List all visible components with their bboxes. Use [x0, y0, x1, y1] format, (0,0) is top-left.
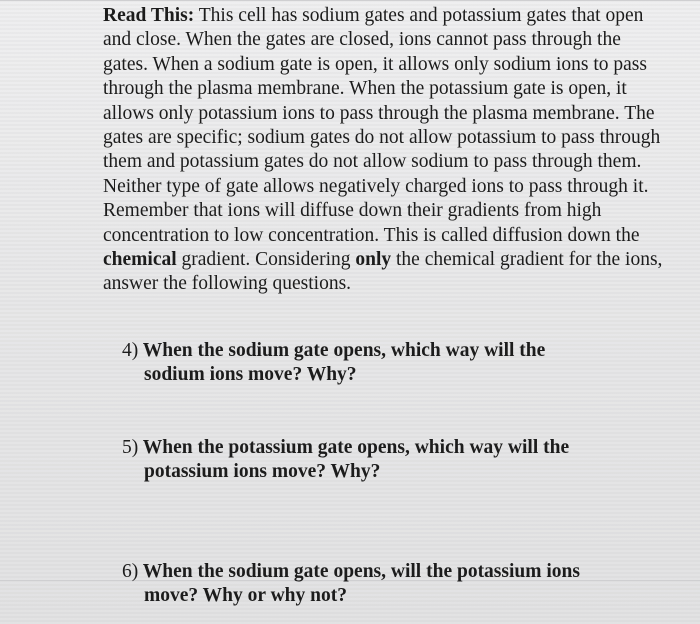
intro-body: This cell has sodium gates and potassium gates that open and close. When the gates are closed, ions cannot pass through the gates. When a sodium gate is open, it allows only sodium ions to pass through the plasma membrane. When the potassium gate is open, it allows only potassium ions to pass through the plasma membrane. The gates are specific; sodium gates do not allow potassium to pass through them and potassium gates do not allow sodium to pass through them. Neither type of gate allows negatively charged ions to pass through it. [103, 5, 661, 197]
emphasis-only: only [355, 249, 392, 271]
intro-heading: Read This: [103, 5, 195, 26]
question-5 [122, 436, 642, 484]
reminder-text: the chemical gradient for the ions, answer the following questions. [103, 249, 663, 295]
question-text: When the sodium gate opens, which way will the [142, 340, 546, 361]
question-text: When the sodium gate opens, will the potassium ions [142, 561, 580, 582]
reminder-text: gradient. Considering [176, 249, 356, 271]
reminder-paragraph [103, 199, 663, 297]
question-text: When the potassium gate opens, which way will the [142, 437, 570, 458]
question-number: 4) [122, 340, 139, 361]
instructions-text [103, 4, 663, 297]
reminder-text: Remember that ions will diffuse down their gradients from high concentration to low concentration. This is called diffusion down the [103, 200, 640, 246]
question-text-cont: potassium ions move? Why? [144, 461, 381, 482]
question-text-cont: move? Why or why not? [144, 585, 347, 606]
intro-paragraph [103, 4, 663, 199]
question-number: 5) [122, 437, 139, 458]
question-number: 6) [122, 561, 139, 582]
question-text-cont: sodium ions move? Why? [144, 364, 357, 385]
question-6 [122, 560, 642, 608]
page-edge-line [0, 0, 700, 1]
question-4 [122, 339, 642, 387]
emphasis-chemical: chemical [103, 249, 177, 271]
